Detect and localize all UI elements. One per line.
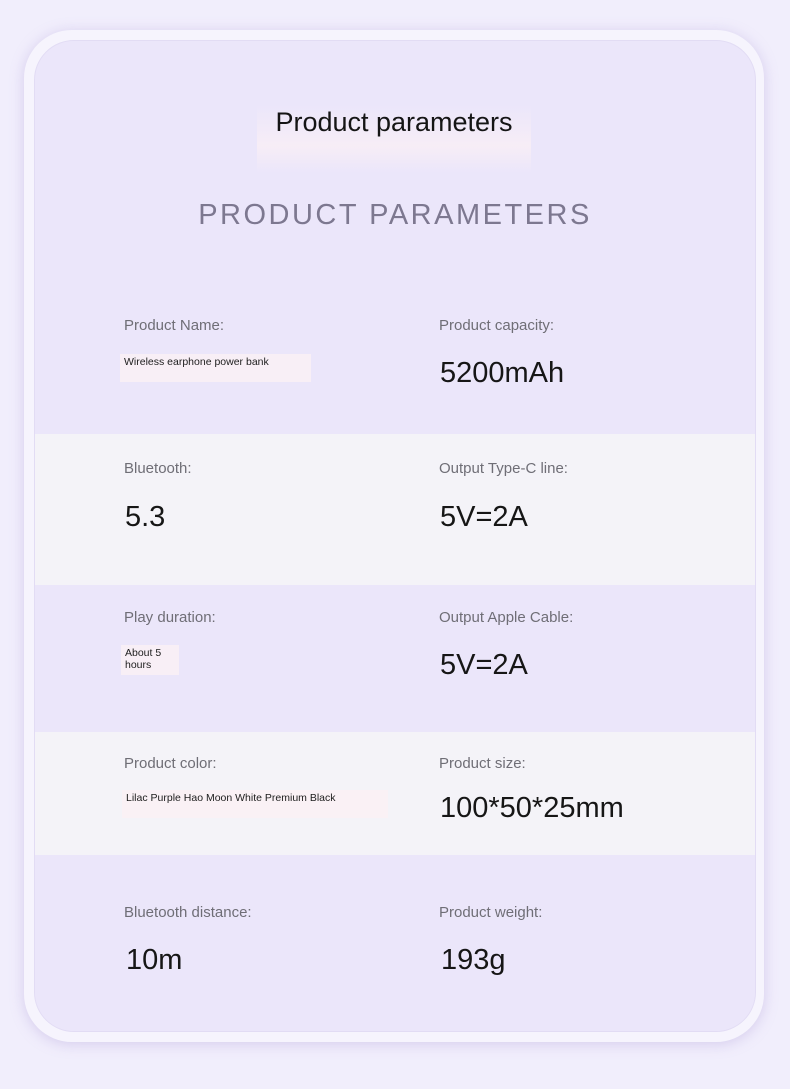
play-duration-value-line1: About 5 [125,647,162,659]
output-typec-label: Output Type-C line: [439,460,568,477]
param-row-5 [35,855,755,1032]
page-subtitle: PRODUCT PARAMETERS [198,199,592,231]
play-duration-label: Play duration: [124,609,216,626]
product-color-value: Lilac Purple Hao Moon White Premium Black [122,790,388,818]
product-size-label: Product size: [439,755,526,772]
product-weight-label: Product weight: [439,904,543,921]
output-typec-value: 5V=2A [440,501,528,533]
play-duration-value [121,645,179,675]
product-name-value: Wireless earphone power bank [120,354,311,382]
output-apple-label: Output Apple Cable: [439,609,574,626]
bluetooth-distance-label: Bluetooth distance: [124,904,252,921]
output-apple-value: 5V=2A [440,649,528,681]
product-weight-value: 193g [441,944,506,976]
param-row-1 [35,291,755,434]
param-row-2 [35,434,755,585]
bluetooth-label: Bluetooth: [124,460,192,477]
product-size-value: 100*50*25mm [440,792,624,824]
bluetooth-distance-value: 10m [126,944,183,976]
param-row-4 [35,732,755,855]
bluetooth-value: 5.3 [125,501,166,533]
param-row-3 [35,585,755,732]
product-capacity-value: 5200mAh [440,357,565,389]
product-color-label: Product color: [124,755,217,772]
parameters-card [34,40,756,1032]
product-capacity-label: Product capacity: [439,317,555,334]
play-duration-value-line2: hours [125,659,152,671]
product-name-label: Product Name: [124,317,225,334]
page-title: Product parameters [257,105,531,173]
